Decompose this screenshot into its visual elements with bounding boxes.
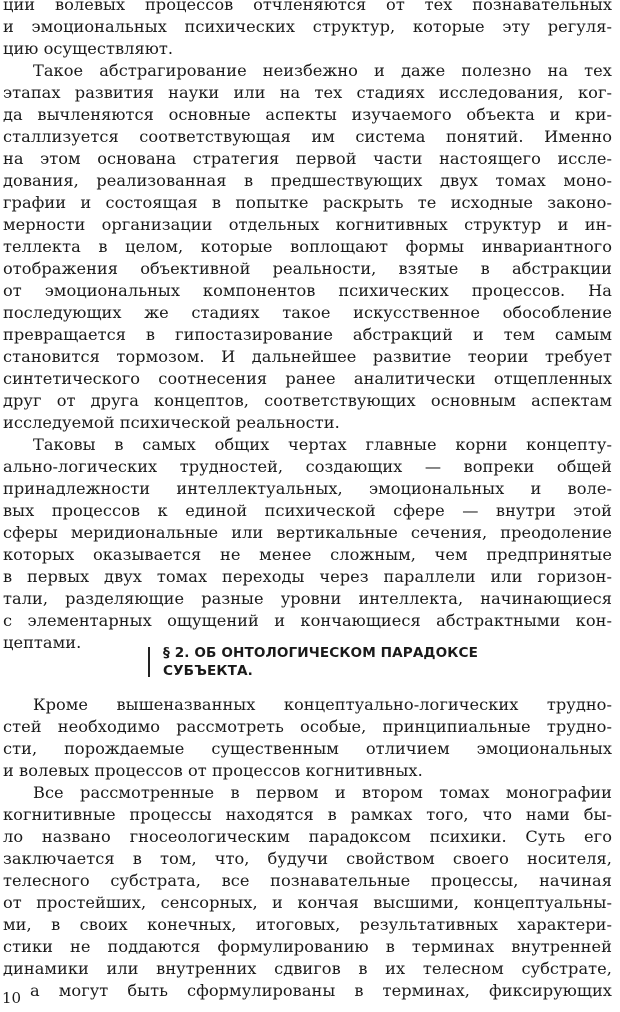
- text-line: от эмоциональных компонентов психических процессов. На: [3, 281, 612, 300]
- text-line: отображения объективной реальности, взятые в абстракции: [3, 259, 612, 278]
- text-line: и эмоциональных психических структур, которые эту регуля-: [3, 17, 612, 36]
- text-line: синтетического соотнесения ранее аналитически отщепленных: [3, 369, 612, 388]
- section-heading-continued: СУБЪЕКТА.: [163, 663, 253, 679]
- text-line: исследуемой психической реальности.: [3, 413, 340, 432]
- text-line: становится тормозом. И дальнейшее развитие теории требует: [3, 347, 612, 366]
- text-line: ло названо гносеологическим парадоксом психики. Суть его: [3, 827, 612, 846]
- text-line: друг от друга концептов, соответствующих основным аспектам: [3, 391, 612, 410]
- text-line: принадлежности интеллектуальных, эмоциональных и воле-: [3, 479, 612, 498]
- text-line: с элементарных ощущений и кончающиеся абстрактными кон-: [3, 611, 612, 630]
- text-line: стики не поддаются формулированию в терминах внутренней: [3, 937, 612, 956]
- text-line: мерности организации отдельных когнитивных структур и ин-: [3, 215, 612, 234]
- text-line: динамики или внутренних сдвигов в их телесном субстрате,: [3, 959, 612, 978]
- text-line: Все рассмотренные в первом и втором томах монографии: [33, 783, 612, 802]
- text-line: и волевых процессов от процессов когнитивных.: [3, 761, 423, 780]
- text-line: а могут быть сформулированы в терминах, фиксирующих: [30, 981, 612, 1000]
- text-line: вых процессов к единой психической сфере — внутри этой: [3, 501, 612, 520]
- text-line: цептами.: [3, 633, 82, 652]
- text-line: превращается в гипостазирование абстракций и тем самым: [3, 325, 612, 344]
- section-heading: § 2. ОБ ОНТОЛОГИЧЕСКОМ ПАРАДОКСЕ: [163, 645, 478, 661]
- text-line: в первых двух томах переходы через параллели или горизон-: [3, 567, 612, 586]
- text-line: сферы меридиональные или вертикальные сечения, преодоление: [3, 523, 612, 542]
- text-line: Таковы в самых общих чертах главные корни концепту-: [33, 435, 612, 454]
- text-line: ции волевых процессов отчленяются от тех познавательных: [3, 0, 612, 14]
- text-line: на этом основана стратегия первой части настоящего иссле-: [3, 149, 612, 168]
- text-line: Такое абстрагирование неизбежно и даже полезно на тех: [33, 61, 612, 80]
- heading-rule: [148, 647, 150, 677]
- text-line: цию осуществляют.: [3, 39, 174, 58]
- text-line: стей необходимо рассмотреть особые, принципиальные трудно-: [3, 717, 612, 736]
- text-line: теллекта в целом, которые воплощают формы инвариантного: [3, 237, 612, 256]
- text-line: последующих же стадиях такое искусственное обособление: [3, 303, 612, 322]
- text-line: ми, в своих конечных, итоговых, результативных характери-: [3, 915, 612, 934]
- text-line: дования, реализованная в предшествующих двух томах моно-: [3, 171, 612, 190]
- text-line: Кроме вышеназванных концептуально-логических трудно-: [33, 695, 612, 714]
- text-line: графии и состоящая в попытке раскрыть те исходные законо-: [3, 193, 612, 212]
- text-line: сталлизуется соответствующая им система понятий. Именно: [3, 127, 612, 146]
- text-line: да вычленяются основные аспекты изучаемого объекта и кри-: [3, 105, 612, 124]
- text-line: этапах развития науки или на тех стадиях исследования, ког-: [3, 83, 612, 102]
- text-line: ально-логических трудностей, создающих — вопреки общей: [3, 457, 612, 476]
- page-number: 10: [2, 989, 22, 1007]
- text-line: заключается в том, что, будучи свойством своего носителя,: [3, 849, 612, 868]
- text-line: сти, порождаемые существенным отличием эмоциональных: [3, 739, 612, 758]
- text-line: телесного субстрата, все познавательные процессы, начиная: [3, 871, 612, 890]
- text-line: от простейших, сенсорных, и кончая высшими, концептуальны-: [3, 893, 612, 912]
- text-line: тали, разделяющие разные уровни интеллекта, начинающиеся: [3, 589, 612, 608]
- text-line: когнитивные процессы находятся в рамках того, что нами бы-: [3, 805, 612, 824]
- text-line: которых оказывается не менее сложным, чем предпринятые: [3, 545, 612, 564]
